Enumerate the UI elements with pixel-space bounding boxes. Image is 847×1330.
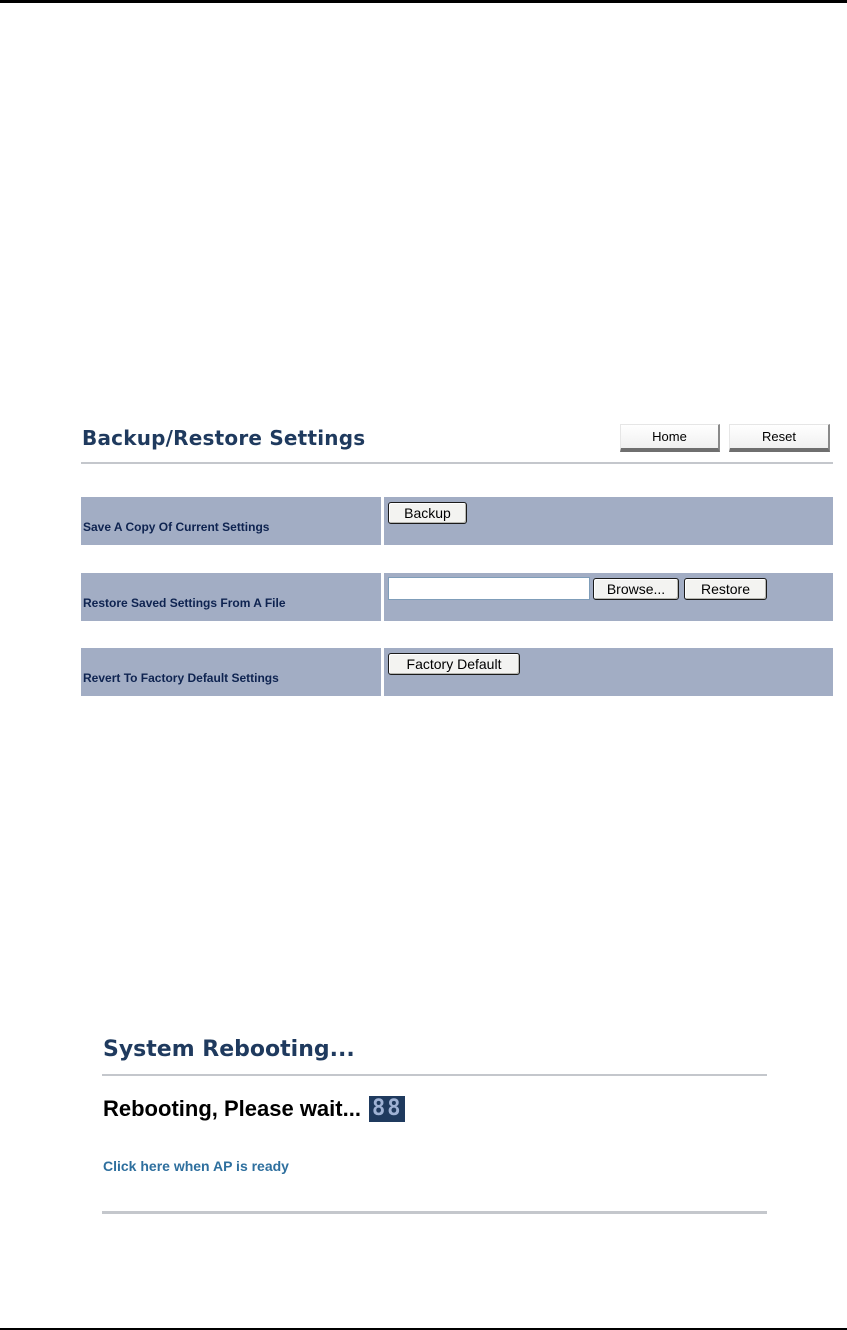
rebooting-message: Rebooting, Please wait... bbox=[103, 1096, 361, 1121]
backup-row-cell bbox=[384, 497, 833, 545]
backup-row-label: Save A Copy Of Current Settings bbox=[81, 497, 381, 545]
countdown-display bbox=[369, 1096, 406, 1122]
browse-button[interactable]: Browse... bbox=[593, 578, 679, 600]
factory-default-button[interactable]: Factory Default bbox=[388, 653, 520, 675]
restore-button[interactable]: Restore bbox=[684, 578, 767, 600]
rebooting-message-row bbox=[103, 1096, 405, 1122]
reset-button[interactable]: Reset bbox=[729, 424, 830, 452]
ap-ready-link[interactable]: Click here when AP is ready bbox=[103, 1158, 289, 1174]
title-divider bbox=[81, 462, 833, 464]
backup-restore-title: Backup/Restore Settings bbox=[82, 426, 366, 450]
factory-default-row-label: Revert To Factory Default Settings bbox=[81, 648, 381, 696]
countdown-digits: 88 bbox=[371, 1096, 403, 1121]
factory-default-row-cell bbox=[384, 648, 833, 696]
restore-row-cell bbox=[384, 573, 833, 621]
restore-file-field[interactable] bbox=[388, 577, 590, 600]
backup-button[interactable]: Backup bbox=[388, 502, 467, 524]
restore-row-label: Restore Saved Settings From A File bbox=[81, 573, 381, 621]
rebooting-divider-top bbox=[102, 1074, 767, 1076]
rebooting-title: System Rebooting... bbox=[103, 1037, 355, 1062]
page-top-rule bbox=[0, 0, 847, 3]
rebooting-divider-bottom bbox=[102, 1211, 767, 1214]
home-button[interactable]: Home bbox=[620, 424, 720, 452]
